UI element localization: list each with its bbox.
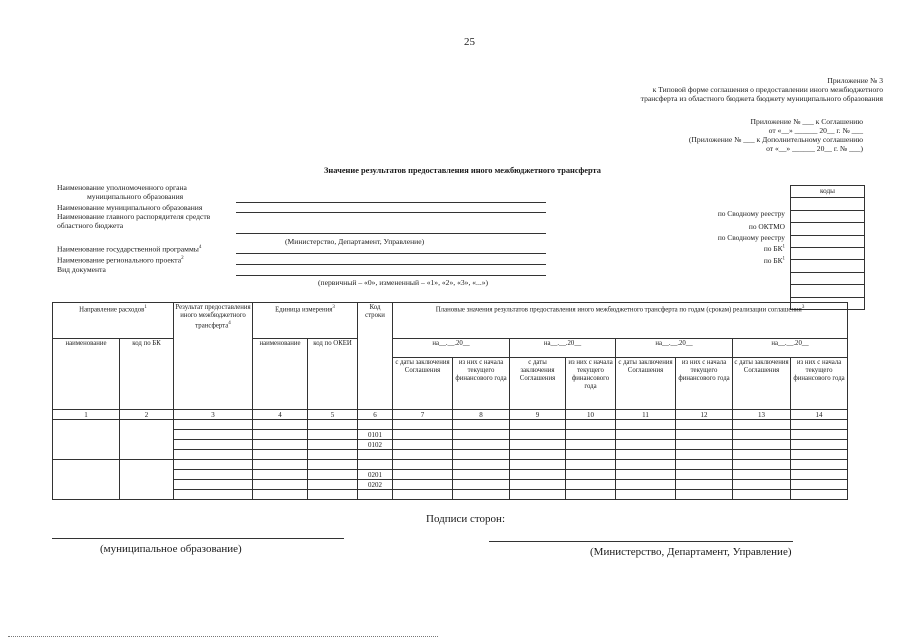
table-cell [308,450,358,460]
header-from-date-4: с даты заключения Соглашения [733,358,791,410]
table-cell [453,460,510,470]
table-cell [791,420,848,430]
col-number-1: 1 [53,410,120,420]
field-authorized-body-line-1: Наименование уполномоченного органа [57,183,187,192]
col-number-10: 10 [566,410,616,420]
table-cell [791,440,848,450]
header-result-text: Результат предоставления иного межбюджетного трансферта [175,304,251,330]
field-state-program [57,243,201,254]
agreement-ref-line-4: от «__» ______ 20__ г. № ___) [766,144,863,153]
table-cell [791,470,848,480]
header-result [174,303,253,410]
table-cell [791,490,848,500]
header-period-4: на__.__.20__ [733,339,848,358]
table-cell [453,470,510,480]
table-cell [733,450,791,460]
code-label-registry-1: по Сводному реестру [717,209,785,218]
header-unit [253,303,358,339]
table-cell [253,440,308,450]
table-cell [616,450,676,460]
table-cell [510,440,566,450]
table-cell [393,480,453,490]
table-cell [676,440,733,450]
table-cell [174,430,253,440]
header-okei: код по ОКЕИ [308,339,358,410]
form-title: Значение результатов предоставления иного межбюджетного трансферта [324,166,601,175]
code-cell-3 [791,223,864,235]
table-cell [676,490,733,500]
col-number-4: 4 [253,410,308,420]
table-cell [393,470,453,480]
code-label-bk-2-footnote: 1 [782,256,785,262]
header-row-code: Код строки [358,303,393,410]
table-cell [733,440,791,450]
table-cell [308,490,358,500]
field-state-program-footnote: 4 [198,245,202,250]
header-period-2: на__.__.20__ [510,339,616,358]
line-chief-manager [236,233,546,234]
header-from-year-4: из них с начала текущего финансового года [791,358,848,410]
table-cell [733,470,791,480]
table-cell [616,470,676,480]
table-cell-name-2 [53,460,120,500]
table-cell [253,420,308,430]
table-cell [616,430,676,440]
line-regional-project [236,264,546,265]
header-from-date-2: с даты заключения Соглашения [510,358,566,410]
header-unit-text: Единица измерения [275,306,333,314]
table-cell [308,420,358,430]
table-cell [510,490,566,500]
table-cell [676,420,733,430]
table-cell [358,450,393,460]
code-cell-1 [791,198,864,210]
table-cell [566,470,616,480]
code-label-registry-2: по Сводному реестру [717,233,785,242]
code-label-bk-2-text: по БК [763,256,783,265]
table-cell [358,460,393,470]
table-cell [676,430,733,440]
col-number-14: 14 [791,410,848,420]
code-label-bk-2 [645,256,785,265]
table-cell [393,450,453,460]
field-state-program-label: Наименование государственной программы [57,244,199,254]
table-cell [676,450,733,460]
header-bk-code: код по БК [120,339,174,410]
table-cell [253,490,308,500]
codes-box [790,185,865,310]
appendix-block [641,76,883,103]
codes-header: коды [791,186,864,198]
code-label-bk-1-footnote: 1 [782,244,785,250]
header-from-year-3: из них с начала текущего финансового года [676,358,733,410]
code-cell-7 [791,273,864,285]
table-cell [566,480,616,490]
header-period-3: на__.__.20__ [616,339,733,358]
header-result-footnote: 4 [228,321,231,326]
header-expense-direction-footnote: 1 [144,305,147,310]
header-from-year-1: из них с начала текущего финансового года [453,358,510,410]
agreement-ref-line-3: (Приложение № ___ к Дополнительному соглашению [688,135,863,144]
table-cell [393,430,453,440]
signature-label-left: (муниципальное образование) [100,543,242,555]
table-cell [616,460,676,470]
table-cell [510,470,566,480]
field-regional-project [57,254,184,265]
table-cell [510,460,566,470]
header-from-date-3: с даты заключения Соглашения [616,358,676,410]
field-municipality: Наименование муниципального образования [57,203,203,212]
table-cell [733,430,791,440]
header-planned-values-footnote: 3 [801,305,805,310]
header-name: наименование [53,339,120,410]
agreement-ref-block [689,117,863,153]
code-cell-2 [791,211,864,223]
table-cell [733,420,791,430]
col-number-11: 11 [616,410,676,420]
table-cell [393,440,453,450]
table-cell [453,420,510,430]
table-cell [308,460,358,470]
table-cell [253,470,308,480]
table-cell [510,420,566,430]
table-cell [453,440,510,450]
table-cell [676,460,733,470]
table-cell [453,450,510,460]
row-code-0201: 0201 [358,470,393,480]
table-cell-bk-2 [120,460,174,500]
signature-line-left [52,538,344,539]
doc-type-hint: (первичный – «0», измененный – «1», «2», «3», «...») [318,278,489,287]
table-cell [253,460,308,470]
table-cell-bk-1 [120,420,174,460]
header-from-year-2: из них с начала текущего финансового года [566,358,616,410]
col-number-6: 6 [358,410,393,420]
code-cell-8 [791,285,864,297]
col-number-12: 12 [676,410,733,420]
header-unit-name: наименование [253,339,308,410]
agreement-ref-line-2: от «__» ______ 20__ г. № ___ [768,126,863,135]
table-cell [616,440,676,450]
table-cell [566,460,616,470]
table-cell [510,430,566,440]
table-cell [253,480,308,490]
table-cell [253,430,308,440]
header-from-date-1: с даты заключения Соглашения [393,358,453,410]
header-period-1: на__.__.20__ [393,339,510,358]
signatures-title: Подписи сторон: [426,513,506,525]
field-regional-project-footnote: 2 [181,256,184,261]
table-cell [174,450,253,460]
table-cell [566,450,616,460]
field-doc-type: Вид документа [57,265,106,274]
table-cell [510,450,566,460]
table-cell [308,470,358,480]
results-table [52,302,848,500]
code-cell-4 [791,236,864,248]
table-cell [566,420,616,430]
code-cell-5 [791,248,864,260]
table-cell [393,420,453,430]
table-cell [308,480,358,490]
appendix-line-2: к Типовой форме соглашения о предоставлении иного межбюджетного [652,85,883,94]
header-expense-direction-text: Направление расходов [79,306,145,314]
table-cell [453,430,510,440]
table-cell [616,480,676,490]
table-cell [566,490,616,500]
row-code-0202: 0202 [358,480,393,490]
header-expense-direction [53,303,174,339]
table-cell [453,480,510,490]
col-number-2: 2 [120,410,174,420]
table-cell [174,470,253,480]
table-cell [174,480,253,490]
field-chief-manager [57,212,210,230]
line-authorized-body [236,202,546,203]
field-chief-manager-line-1: Наименование главного распорядителя средств [57,212,211,221]
table-cell [510,480,566,490]
header-planned-values-text: Плановые значения результатов предоставления иного межбюджетного трансферта по годам (срокам) реализации соглашения [435,306,802,314]
scan-edge-line [8,636,438,637]
appendix-line-1: Приложение № 3 [827,76,883,85]
line-municipality [236,212,546,213]
table-cell [676,480,733,490]
col-number-8: 8 [453,410,510,420]
table-cell [791,460,848,470]
agreement-ref-line-1: Приложение № ___ к Соглашению [750,117,863,126]
code-label-bk-1-text: по БК [763,244,783,253]
appendix-line-3: трансферта из областного бюджета бюджету муниципального образования [640,94,883,103]
field-authorized-body [57,183,187,201]
table-cell [733,460,791,470]
table-cell [733,480,791,490]
row-code-0101: 0101 [358,430,393,440]
col-number-3: 3 [174,410,253,420]
line-doc-type [236,275,546,276]
table-cell [174,420,253,430]
code-label-bk-1 [645,244,785,253]
signature-label-right: (Министерство, Департамент, Управление) [590,546,792,558]
table-cell [791,430,848,440]
table-cell [174,490,253,500]
field-chief-manager-line-2: областного бюджета [57,221,124,230]
table-cell [393,460,453,470]
table-cell [791,450,848,460]
field-authorized-body-line-2: муниципального образования [87,192,184,201]
table-cell [566,430,616,440]
table-cell [616,420,676,430]
header-planned-values [393,303,848,339]
ministry-hint: (Министерство, Департамент, Управление) [285,237,425,246]
col-number-13: 13 [733,410,791,420]
header-unit-footnote: 3 [332,305,335,310]
row-code-0102: 0102 [358,440,393,450]
table-cell [358,420,393,430]
table-cell [253,450,308,460]
table-cell [308,440,358,450]
signature-line-right [489,541,793,542]
table-cell [453,490,510,500]
table-cell [308,430,358,440]
field-regional-project-label: Наименование регионального проекта [57,255,182,265]
table-cell [733,490,791,500]
table-cell [616,490,676,500]
line-state-program [236,253,546,254]
table-cell [358,490,393,500]
table-cell [174,440,253,450]
table-cell [676,470,733,480]
col-number-7: 7 [393,410,453,420]
col-number-5: 5 [308,410,358,420]
table-cell [174,460,253,470]
code-label-oktmo: по ОКТМО [748,222,785,231]
code-cell-6 [791,260,864,272]
table-cell [393,490,453,500]
table-cell [791,480,848,490]
col-number-9: 9 [510,410,566,420]
table-cell-name-1 [53,420,120,460]
page-number: 25 [464,36,475,48]
table-cell [566,440,616,450]
